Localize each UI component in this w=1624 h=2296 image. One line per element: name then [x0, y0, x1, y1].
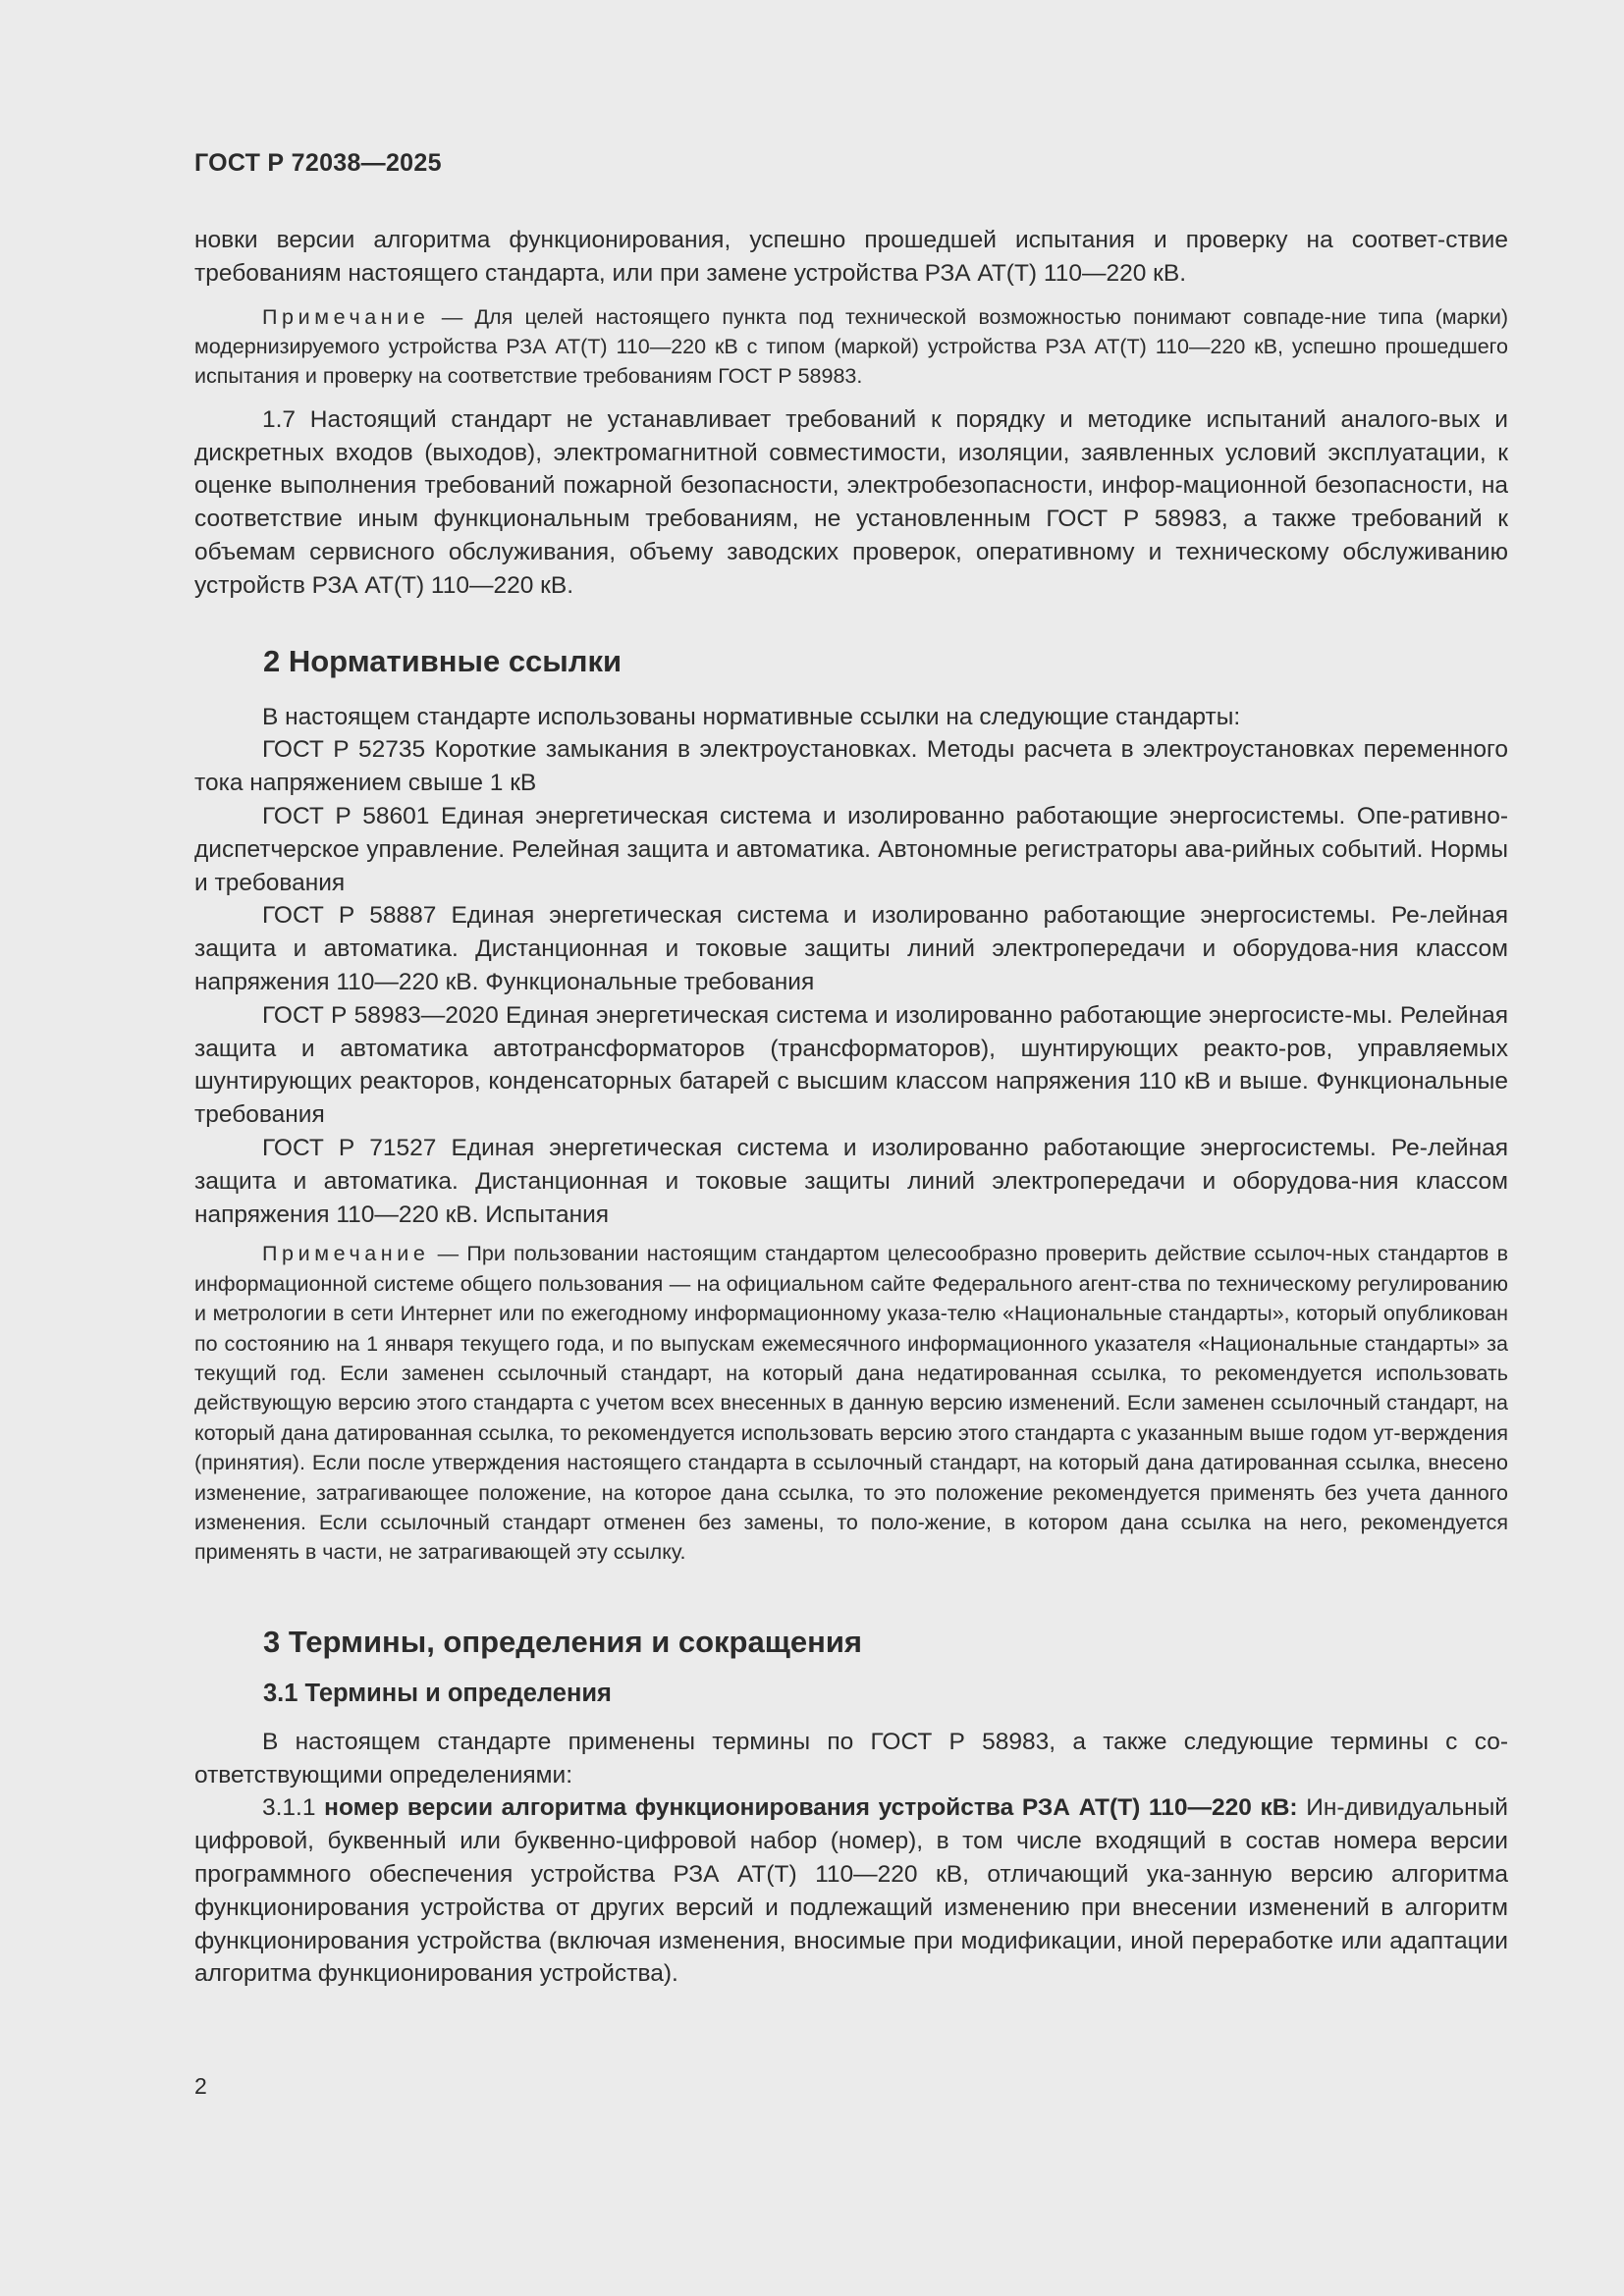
- reference-item: ГОСТ Р 58983—2020 Единая энергетическая система и изолированно работающие энергосисте-мы. Релейная защита и автоматика автотрансформаторов (трансформаторов), шунтирующих реакто-ров, управляемых шунтирующих реакторов, конденсаторных батарей с высшим классом напряжения 110 кВ и выше. Функциональные требования: [194, 1001, 1508, 1129]
- note-text: — При пользовании настоящим стандартом целесообразно проверить действие ссылоч-ных стандартов в информационной системе общего пользования — на официальном сайте Федерального агент-ства по техническому регулированию и метрологии в сети Интернет или по ежегодному информационному указа-телю «Национальные стандарты», который опубликован по состоянию на 1 января текущего года, и по выпускам ежемесячного информационного указателя «Национальные стандарты» за текущий год. Если заменен ссылочный стандарт, на который дана недатированная ссылка, то рекомендуется использовать действующую версию этого стандарта с учетом всех внесенных в данную версию изменений. Если заменен ссылочный стандарт, на который дана датированная ссылка, то рекомендуется использовать версию этого стандарта с указанным выше годом ут-верждения (принятия). Если после утверждения настоящего стандарта в ссылочный стандарт, на который дана датированная ссылка, внесено изменение, затрагивающее положение, на которое дана ссылка, то это положение рекомендуется применять без учета данного изменения. Если ссылочный стандарт отменен без замены, то поло-жение, в котором дана ссылка на него, рекомендуется применять в части, не затрагивающей эту ссылку.: [194, 1242, 1508, 1565]
- note-paragraph: [194, 1239, 1508, 1567]
- subsection-heading: 3.1 Термины и определения: [263, 1679, 612, 1707]
- reference-item: ГОСТ Р 58601 Единая энергетическая система и изолированно работающие энергосистемы. Опе-ративно-диспетчерское управление. Релейная защита и автоматика. Автономные регистраторы ава-рийных событий. Нормы и требования: [194, 802, 1508, 896]
- note-label: Примечание: [262, 304, 430, 329]
- page-number: 2: [194, 2073, 207, 2099]
- continuation-paragraph: новки версии алгоритма функционирования, успешно прошедшей испытания и проверку на соответ-ствие требованиям настоящего стандарта, или при замене устройства РЗА АТ(Т) 110—220 кВ.: [194, 227, 1508, 287]
- section-heading: 2 Нормативные ссылки: [263, 643, 623, 678]
- terms-intro: В настоящем стандарте применены термины по ГОСТ Р 58983, а также следующие термины с со-ответствующими определениями:: [194, 1728, 1508, 1789]
- note-label: Примечание: [262, 1242, 430, 1266]
- note-paragraph: [194, 302, 1508, 392]
- standard-code-header: ГОСТ Р 72038—2025: [194, 149, 442, 177]
- clause-1-7: 1.7 Настоящий стандарт не устанавливает требований к порядку и методике испытаний аналого-вых и дискретных входов (выходов), электромагнитной совместимости, изоляции, заявленных условий эксплуатации, к оценке выполнения требований пожарной безопасности, электробезопасности, инфор-мационной безопасности, на соответствие иным функциональным требованиям, не установленным ГОСТ Р 58983, а также требований к объемам сервисного обслуживания, объему заводских проверок, оперативному и техническому обслуживанию устройств РЗА АТ(Т) 110—220 кВ.: [194, 405, 1508, 599]
- term-number: 3.1.1: [262, 1794, 325, 1822]
- term-title: номер версии алгоритма функционирования устройства РЗА АТ(Т) 110—220 кВ:: [324, 1794, 1298, 1822]
- term-definition: Ин-дивидуальный цифровой, буквенный или буквенно-цифровой набор (номер), в том числе входящий в состав номера версии программного обеспечения устройства РЗА АТ(Т) 110—220 кВ, отличающий ука-занную версию алгоритма функционирования устройства от других версий и подлежащий изменению при внесении изменений в алгоритм функционирования устройства (включая изменения, вносимые при модификации, иной переработке или адаптации алгоритма функционирования устройства).: [194, 1794, 1508, 1988]
- reference-item: ГОСТ Р 71527 Единая энергетическая система и изолированно работающие энергосистемы. Ре-лейная защита и автоматика. Дистанционная и токовые защиты линий электропередачи и оборудова-ния классом напряжения 110—220 кВ. Испытания: [194, 1134, 1508, 1228]
- references-intro: В настоящем стандарте использованы нормативные ссылки на следующие стандарты:: [262, 703, 1241, 730]
- term-definition-paragraph: [194, 1791, 1508, 1991]
- reference-item: ГОСТ Р 58887 Единая энергетическая система и изолированно работающие энергосистемы. Ре-лейная защита и автоматика. Дистанционная и токовые защиты линий электропередачи и оборудова-ния классом напряжения 110—220 кВ. Функциональные требования: [194, 902, 1508, 995]
- note-text: — Для целей настоящего пункта под технической возможностью понимают совпаде-ние типа (марки) модернизируемого устройства РЗА АТ(Т) 110—220 кВ с типом (маркой) устройства РЗА АТ(Т) 110—220 кВ, успешно прошедшего испытания и проверку на соответствие требованиям ГОСТ Р 58983.: [194, 304, 1508, 389]
- reference-item: ГОСТ Р 52735 Короткие замыкания в электроустановках. Методы расчета в электроустановках переменного тока напряжением свыше 1 кВ: [194, 736, 1508, 797]
- page-content: [194, 224, 1508, 1991]
- section-heading: 3 Термины, определения и сокращения: [263, 1624, 862, 1659]
